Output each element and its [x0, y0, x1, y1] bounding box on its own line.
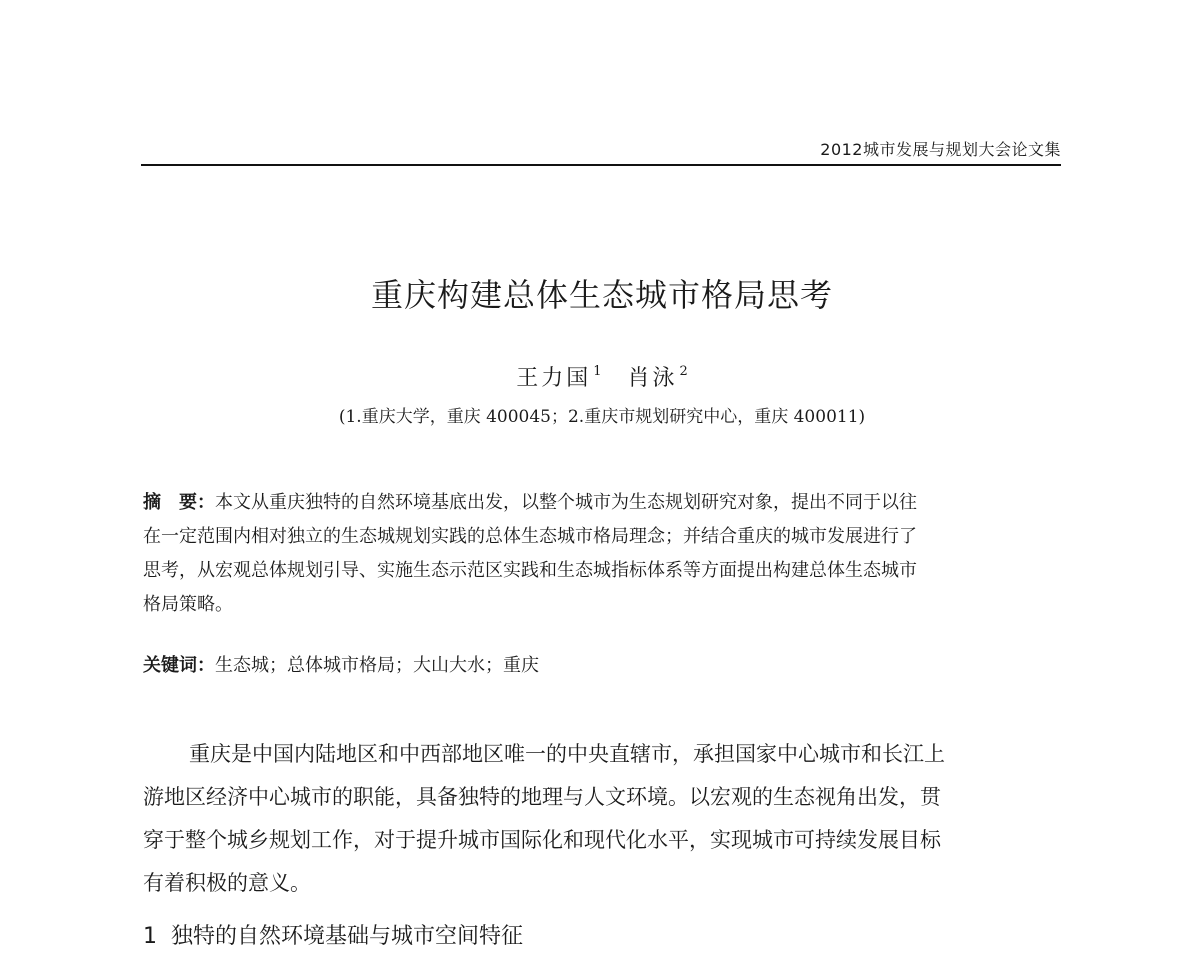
author-2-affiliation-mark: 2: [679, 364, 688, 379]
body-line: 穿于整个城乡规划工作，对于提升城市国际化和现代化水平，实现城市可持续发展目标: [143, 828, 941, 852]
abstract-line: [143, 486, 1061, 520]
running-header: 2012城市发展与规划大会论文集: [820, 140, 1061, 159]
abstract-label: 摘 要：: [143, 492, 215, 513]
body-line: 有着积极的意义。: [143, 871, 311, 895]
abstract-text: 本文从重庆独特的自然环境基底出发，以整个城市为生态规划研究对象，提出不同于以往: [215, 492, 917, 513]
keywords-text: 生态城；总体城市格局；大山大水；重庆: [215, 655, 539, 676]
section-title: 独特的自然环境基础与城市空间特征: [171, 924, 524, 949]
abstract-line: 思考，从宏观总体规划引导、实施生态示范区实践和生态城指标体系等方面提出构建总体生态城市: [143, 560, 917, 581]
body-paragraph: [143, 733, 1061, 905]
paper-title: 重庆构建总体生态城市格局思考: [370, 276, 833, 314]
author-1-affiliation-mark: 1: [593, 364, 602, 379]
header-rule: [141, 164, 1061, 166]
author-1-name: 王力国: [516, 366, 592, 391]
author-line: [143, 357, 1061, 394]
abstract-line: 格局策略。: [143, 594, 233, 615]
body-line: 重庆是中国内陆地区和中西部地区唯一的中央直辖市，承担国家中心城市和长江上: [189, 742, 945, 766]
section-heading: [143, 920, 1061, 954]
author-2-name: 肖泳: [627, 366, 678, 391]
affiliations: (1.重庆大学，重庆 400045；2.重庆市规划研究中心，重庆 400011): [338, 407, 866, 427]
keywords: [143, 652, 1061, 680]
keywords-label: 关键词：: [143, 655, 215, 676]
abstract: [143, 486, 1061, 622]
author-1: [516, 357, 601, 394]
body-line: 游地区经济中心城市的职能，具备独特的地理与人文环境。以宏观的生态视角出发，贯: [143, 785, 941, 809]
section-number: 1: [143, 924, 157, 949]
author-2: [628, 357, 688, 394]
abstract-line: 在一定范围内相对独立的生态城规划实践的总体生态城市格局理念；并结合重庆的城市发展进行了: [143, 526, 917, 547]
